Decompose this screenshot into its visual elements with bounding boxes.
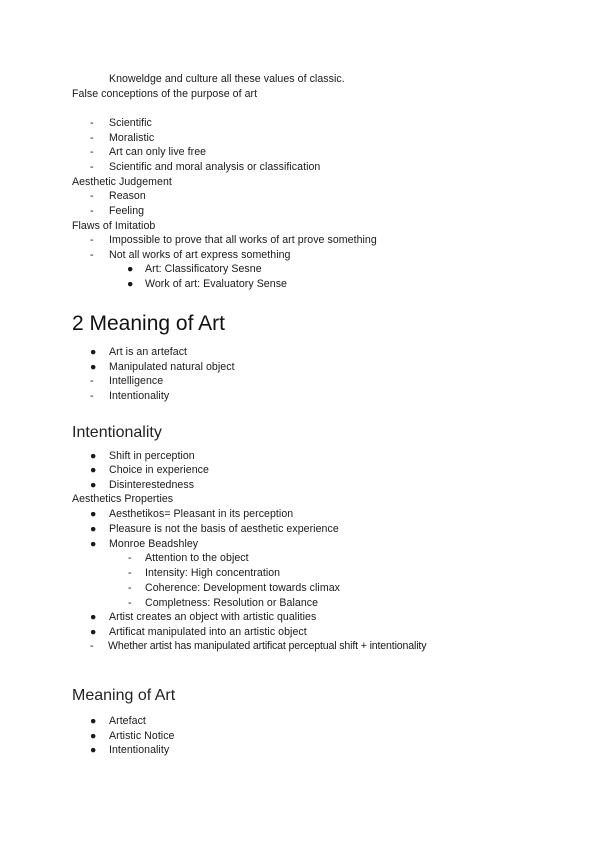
bullet-marker: ●: [90, 508, 97, 520]
bullet-marker: ●: [90, 611, 97, 623]
list-item: Art is an artefact: [109, 346, 188, 358]
list-item: Intentionality: [109, 744, 170, 756]
list-item: Artefact: [109, 715, 146, 727]
list-item: Pleasure is not the basis of aesthetic experience: [109, 523, 339, 535]
bullet-marker: ●: [90, 450, 97, 462]
bullet-marker: ●: [90, 479, 97, 491]
dash-marker: -: [90, 205, 94, 217]
sub-list-item: Completness: Resolution or Balance: [145, 597, 319, 609]
list-item: Artistic Notice: [109, 730, 175, 742]
sub-list-item: Intensity: High concentration: [145, 567, 281, 579]
dash-marker: -: [90, 117, 94, 129]
list-item: Monroe Beadshley: [109, 538, 199, 550]
bullet-marker: ●: [90, 715, 97, 727]
section-title-meaning-of-art-summary: Meaning of Art: [72, 687, 176, 704]
dash-marker: -: [90, 146, 94, 158]
sub-list-item: Work of art: Evaluatory Sense: [145, 278, 287, 290]
list-item: Moralistic: [109, 132, 155, 144]
list-item: Scientific and moral analysis or classification: [109, 161, 321, 173]
bullet-marker: ●: [127, 278, 134, 290]
dash-marker: -: [128, 552, 132, 564]
dash-marker: -: [90, 375, 94, 387]
false-conceptions-heading: False conceptions of the purpose of art: [72, 88, 258, 100]
list-item: Reason: [109, 190, 146, 202]
list-item: Artist creates an object with artistic qualities: [109, 611, 317, 623]
bullet-marker: ●: [90, 523, 97, 535]
bullet-marker: ●: [90, 464, 97, 476]
list-item: Feeling: [109, 205, 145, 217]
list-item: Artificat manipulated into an artistic object: [109, 626, 307, 638]
bullet-marker: ●: [90, 361, 97, 373]
list-item: Manipulated natural object: [109, 361, 235, 373]
bullet-marker: ●: [90, 730, 97, 742]
dash-marker: -: [128, 582, 132, 594]
bullet-marker: ●: [90, 626, 97, 638]
section-title-meaning-of-art: 2 Meaning of Art: [72, 312, 225, 335]
sub-list-item: Attention to the object: [145, 552, 249, 564]
dash-marker: -: [90, 390, 94, 402]
list-item: Not all works of art express something: [109, 249, 291, 261]
dash-marker: -: [90, 161, 94, 173]
bullet-marker: ●: [90, 744, 97, 756]
sub-list-item: Art: Classificatory Sesne: [145, 263, 262, 275]
list-item: Disinterestedness: [109, 479, 195, 491]
bullet-marker: ●: [90, 538, 97, 550]
list-item: Art can only live free: [109, 146, 207, 158]
list-item: Aesthetikos= Pleasant in its perception: [109, 508, 294, 520]
dash-marker: -: [90, 190, 94, 202]
bullet-marker: ●: [90, 346, 97, 358]
sub-list-item: Coherence: Development towards climax: [145, 582, 340, 594]
list-item: Scientific: [109, 117, 152, 129]
dash-marker: -: [128, 597, 132, 609]
list-item: Whether artist has manipulated artificat perceptual shift + intentionality: [108, 640, 427, 652]
aesthetics-properties-heading: Aesthetics Properties: [72, 493, 174, 505]
list-item: Choice in experience: [109, 464, 209, 476]
aesthetic-judgement-heading: Aesthetic Judgement: [72, 176, 172, 188]
dash-marker: -: [90, 234, 94, 246]
dash-marker: -: [128, 567, 132, 579]
list-item: Shift in perception: [109, 450, 195, 462]
bullet-marker: ●: [127, 263, 134, 275]
list-item: Impossible to prove that all works of art prove something: [109, 234, 377, 246]
section-title-intentionality: Intentionality: [72, 424, 162, 441]
dash-marker: -: [90, 249, 94, 261]
dash-marker: -: [90, 132, 94, 144]
indented-text: Knoweldge and culture all these values of classic.: [109, 73, 345, 85]
list-item: Intelligence: [109, 375, 164, 387]
flaws-heading: Flaws of Imitatiob: [72, 220, 156, 232]
list-item: Intentionality: [109, 390, 170, 402]
dash-marker: -: [90, 640, 94, 652]
